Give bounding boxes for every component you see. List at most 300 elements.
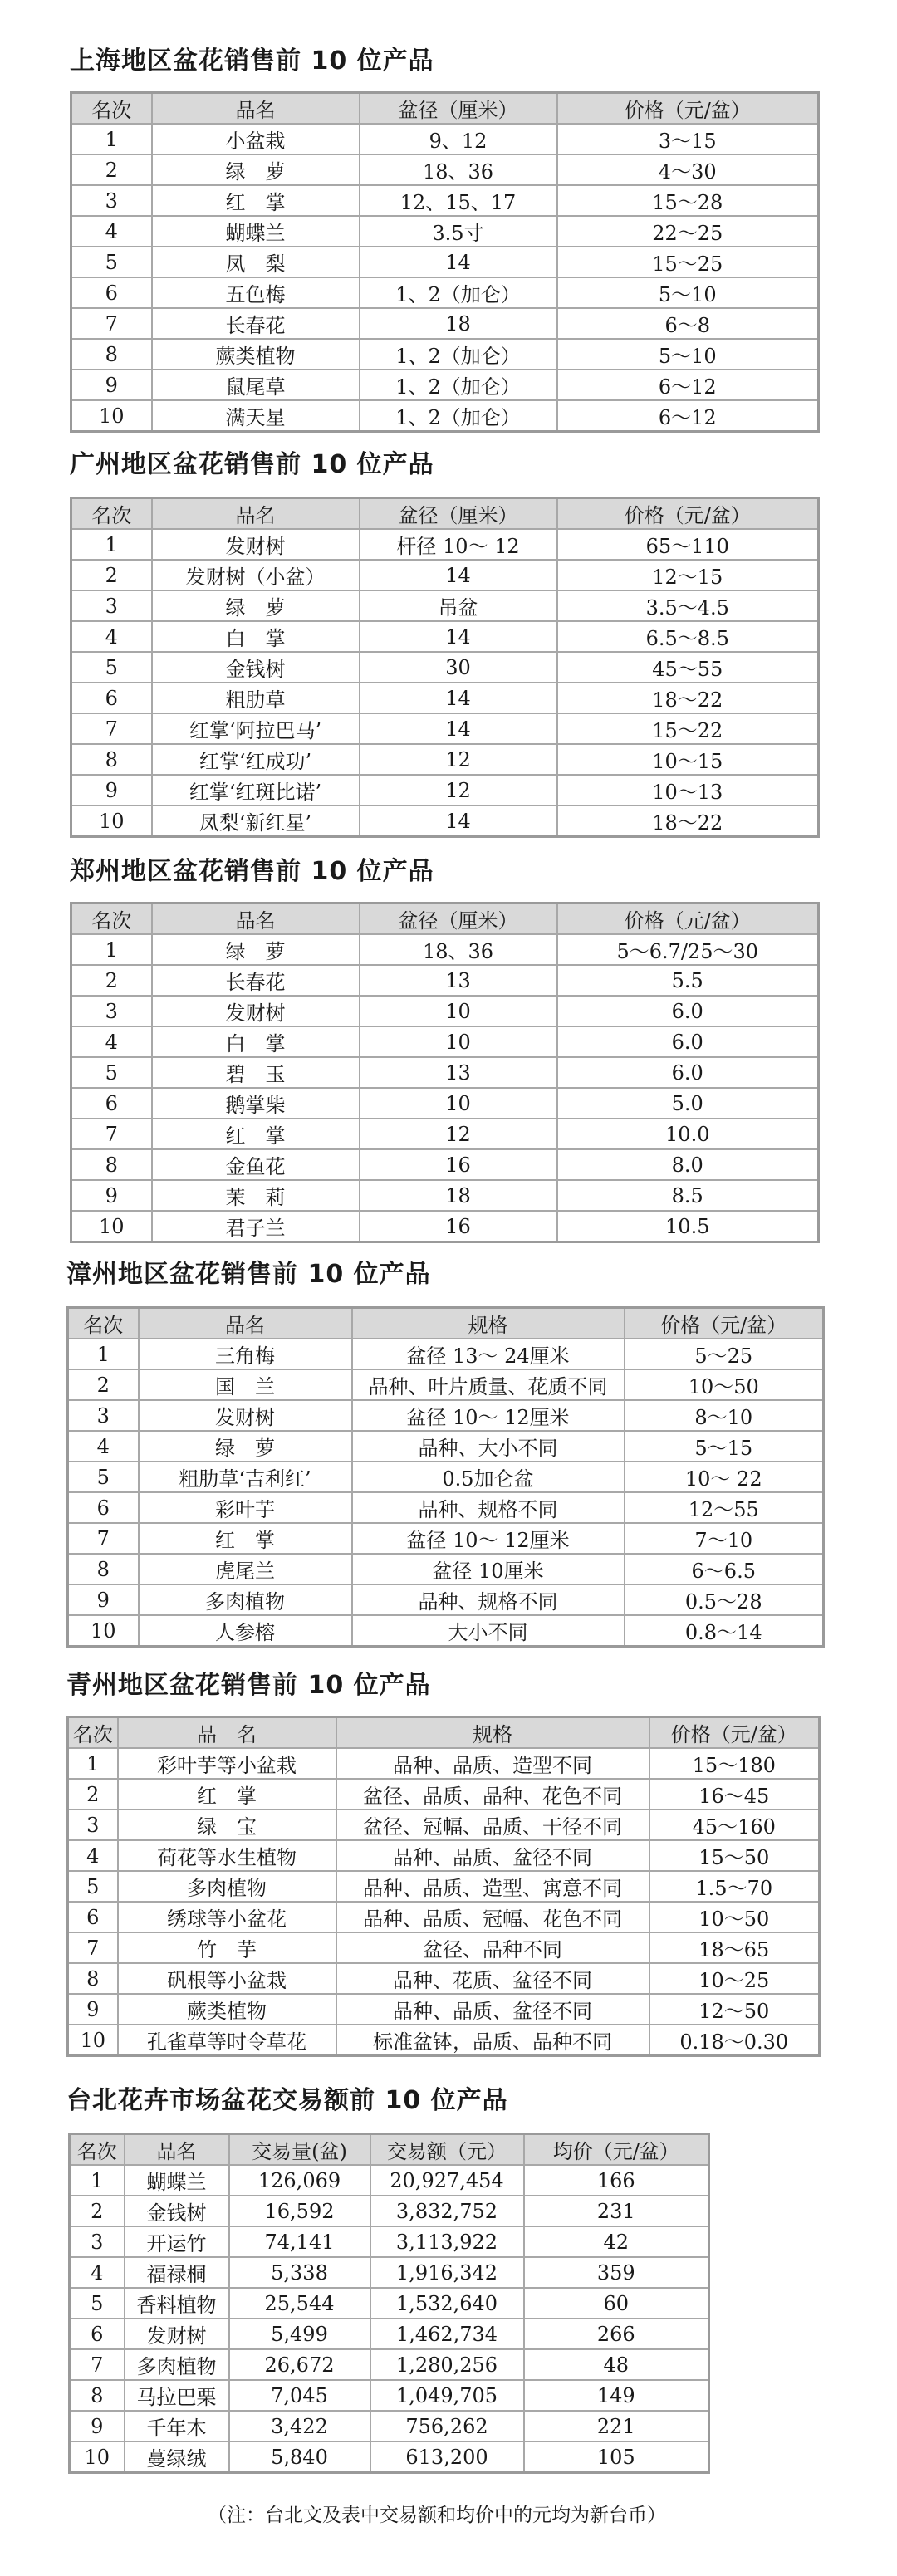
- table-cell: 359: [524, 2257, 709, 2288]
- table-cell: 6: [71, 683, 152, 713]
- table-row: [71, 934, 819, 965]
- table-cell: 大小不同: [352, 1615, 625, 1647]
- table-row: [68, 1492, 824, 1523]
- table-cell: 5: [68, 1871, 118, 1902]
- table-cell: 18～22: [557, 683, 819, 713]
- table-cell: 6: [71, 1088, 152, 1119]
- section-title: 郑州地区盆花销售前 10 位产品: [70, 857, 434, 886]
- table-row: [71, 713, 819, 744]
- table-cell: 3: [70, 2226, 125, 2257]
- header-cell: 规格: [336, 1717, 649, 1749]
- table-row: [71, 1149, 819, 1180]
- table-header-row: [70, 2134, 709, 2166]
- table-cell: 0.5～28: [625, 1584, 824, 1615]
- table-cell: 1、2（加仑）: [360, 370, 557, 400]
- header-cell: 价格（元/盆）: [557, 498, 819, 530]
- table-cell: 发财树: [152, 996, 360, 1026]
- table-cell: 3: [68, 1810, 118, 1840]
- table-cell: 品种、规格不同: [352, 1492, 625, 1523]
- table-cell: 7: [68, 1523, 139, 1554]
- table-cell: 7: [71, 713, 152, 744]
- table-cell: 鹅掌柴: [152, 1088, 360, 1119]
- table-cell: 14: [360, 621, 557, 652]
- table-cell: 6.0: [557, 1026, 819, 1057]
- section-title: 上海地区盆花销售前 10 位产品: [70, 47, 434, 76]
- table-cell: 6～8: [557, 308, 819, 339]
- table-cell: 231: [524, 2196, 709, 2226]
- qingzhou-section: [66, 1669, 831, 2064]
- table-cell: 10: [360, 996, 557, 1026]
- table-cell: 绿 宝: [118, 1810, 336, 1840]
- table-cell: 12～55: [625, 1492, 824, 1523]
- table-row: [71, 154, 819, 185]
- table-cell: 10: [71, 806, 152, 837]
- table-cell: 5,499: [229, 2319, 370, 2349]
- table-row: [71, 185, 819, 216]
- table-cell: 杆径 10～ 12: [360, 529, 557, 560]
- table-cell: 15～25: [557, 247, 819, 277]
- table-cell: 10: [71, 400, 152, 432]
- table-row: [71, 652, 819, 683]
- table-cell: 8: [71, 1149, 152, 1180]
- table-row: [70, 2349, 709, 2380]
- table-cell: 18: [360, 1180, 557, 1211]
- table-cell: 10: [68, 1615, 139, 1647]
- table-cell: 品种、品质、冠幅、花色不同: [336, 1902, 649, 1932]
- table-cell: 开运竹: [125, 2226, 229, 2257]
- header-cell: 价格（元/盆）: [649, 1717, 820, 1749]
- table-cell: 吊盆: [360, 590, 557, 621]
- table-cell: 18～65: [649, 1932, 820, 1963]
- table-row: [71, 775, 819, 806]
- table-cell: 16: [360, 1149, 557, 1180]
- table-cell: 9: [68, 1994, 118, 2025]
- table-header-row: [68, 1308, 824, 1339]
- table-cell: 5: [70, 2288, 125, 2319]
- table-cell: 小盆栽: [152, 124, 360, 154]
- table-cell: 品种、品质、造型不同: [336, 1748, 649, 1779]
- table-cell: 10.5: [557, 1211, 819, 1242]
- table-cell: 12～50: [649, 1994, 820, 2025]
- table-cell: 3: [71, 590, 152, 621]
- table-cell: 10～25: [649, 1963, 820, 1994]
- table-cell: 红 掌: [152, 185, 360, 216]
- table-row: [68, 1615, 824, 1647]
- table-row: [71, 621, 819, 652]
- table-cell: 蝴蝶兰: [125, 2165, 229, 2196]
- table-cell: 5: [68, 1462, 139, 1492]
- header-cell: 均价（元/盆）: [524, 2134, 709, 2166]
- table-cell: 6.5～8.5: [557, 621, 819, 652]
- table-row: [68, 2025, 820, 2056]
- table-cell: 发财树: [125, 2319, 229, 2349]
- table-cell: 红 掌: [118, 1779, 336, 1810]
- section-title: 广州地区盆花销售前 10 位产品: [70, 450, 434, 479]
- header-cell: 交易量(盆): [229, 2134, 370, 2166]
- table-cell: 品种、花质、盆径不同: [336, 1963, 649, 1994]
- table-cell: 绿 萝: [152, 590, 360, 621]
- table-cell: 7: [71, 1119, 152, 1149]
- table-cell: 蔓绿绒: [125, 2441, 229, 2473]
- table-cell: 1、2（加仑）: [360, 339, 557, 370]
- table-cell: 标准盆钵，品质、品种不同: [336, 2025, 649, 2056]
- table-cell: 10: [360, 1088, 557, 1119]
- table-row: [71, 529, 819, 560]
- table-cell: 金钱树: [125, 2196, 229, 2226]
- table-cell: 4: [68, 1840, 118, 1871]
- table-cell: 国 兰: [139, 1369, 352, 1400]
- table-row: [71, 996, 819, 1026]
- header-cell: 盆径（厘米）: [360, 904, 557, 935]
- table-cell: 5～10: [557, 339, 819, 370]
- header-cell: 价格（元/盆）: [557, 93, 819, 125]
- table-cell: 166: [524, 2165, 709, 2196]
- table-cell: 绿 萝: [139, 1431, 352, 1462]
- table-cell: 14: [360, 247, 557, 277]
- table-cell: 红掌‘红成功’: [152, 744, 360, 775]
- table-cell: 9: [71, 370, 152, 400]
- table-cell: 10～50: [649, 1902, 820, 1932]
- table-cell: 福禄桐: [125, 2257, 229, 2288]
- table-cell: 孔雀草等时令草花: [118, 2025, 336, 2056]
- table-cell: 22～25: [557, 216, 819, 247]
- table-cell: 1.5～70: [649, 1871, 820, 1902]
- table-cell: 红 掌: [152, 1119, 360, 1149]
- table-cell: 蕨类植物: [118, 1994, 336, 2025]
- table-cell: 14: [360, 560, 557, 590]
- header-cell: 盆径（厘米）: [360, 498, 557, 530]
- table-cell: 7～10: [625, 1523, 824, 1554]
- table-cell: 26,672: [229, 2349, 370, 2380]
- table-cell: 10: [70, 2441, 125, 2473]
- table-cell: 长春花: [152, 965, 360, 996]
- table-cell: 18、36: [360, 934, 557, 965]
- header-cell: 品名: [125, 2134, 229, 2166]
- table-row: [71, 400, 819, 432]
- table-cell: 2: [68, 1779, 118, 1810]
- table-cell: 金钱树: [152, 652, 360, 683]
- table-cell: 绿 萝: [152, 154, 360, 185]
- table-row: [68, 1902, 820, 1932]
- table-cell: 30: [360, 652, 557, 683]
- header-cell: 品名: [152, 93, 360, 125]
- table-cell: 8～10: [625, 1400, 824, 1431]
- table-cell: 8: [68, 1963, 118, 1994]
- table-cell: 发财树: [152, 529, 360, 560]
- table-row: [68, 1584, 824, 1615]
- table-row: [70, 2319, 709, 2349]
- table-cell: 6～12: [557, 370, 819, 400]
- shanghai-table: [70, 91, 820, 433]
- table-row: [70, 2226, 709, 2257]
- table-cell: 8.5: [557, 1180, 819, 1211]
- table-cell: 756,262: [370, 2411, 524, 2441]
- table-cell: 10～13: [557, 775, 819, 806]
- table-cell: 4～30: [557, 154, 819, 185]
- table-cell: 16: [360, 1211, 557, 1242]
- table-cell: 3,113,922: [370, 2226, 524, 2257]
- table-cell: 15～22: [557, 713, 819, 744]
- table-row: [71, 683, 819, 713]
- table-cell: 60: [524, 2288, 709, 2319]
- table-cell: 45～55: [557, 652, 819, 683]
- table-header-row: [71, 498, 819, 530]
- table-row: [68, 1871, 820, 1902]
- table-cell: 三角梅: [139, 1339, 352, 1369]
- table-row: [71, 965, 819, 996]
- table-cell: 发财树（小盆）: [152, 560, 360, 590]
- table-header-row: [71, 93, 819, 125]
- table-cell: 20,927,454: [370, 2165, 524, 2196]
- table-cell: 8: [70, 2380, 125, 2411]
- header-cell: 名次: [71, 93, 152, 125]
- table-cell: 7: [71, 308, 152, 339]
- table-cell: 25,544: [229, 2288, 370, 2319]
- table-cell: 虎尾兰: [139, 1554, 352, 1584]
- table-cell: 6～6.5: [625, 1554, 824, 1584]
- table-cell: 蝴蝶兰: [152, 216, 360, 247]
- table-row: [71, 277, 819, 308]
- header-cell: 交易额（元）: [370, 2134, 524, 2166]
- table-cell: 221: [524, 2411, 709, 2441]
- table-cell: 白 掌: [152, 1026, 360, 1057]
- table-cell: 4: [71, 1026, 152, 1057]
- table-row: [68, 1748, 820, 1779]
- header-cell: 价格（元/盆）: [625, 1308, 824, 1339]
- table-cell: 君子兰: [152, 1211, 360, 1242]
- header-cell: 品名: [139, 1308, 352, 1339]
- table-row: [71, 744, 819, 775]
- table-row: [68, 1554, 824, 1584]
- table-cell: 品种、品质、造型、寓意不同: [336, 1871, 649, 1902]
- table-cell: 0.8～14: [625, 1615, 824, 1647]
- table-cell: 2: [71, 154, 152, 185]
- table-cell: 绣球等小盆花: [118, 1902, 336, 1932]
- table-cell: 5～15: [625, 1431, 824, 1462]
- header-cell: 价格（元/盆）: [557, 904, 819, 935]
- table-row: [68, 1400, 824, 1431]
- table-cell: 10～ 22: [625, 1462, 824, 1492]
- table-cell: 0.18～0.30: [649, 2025, 820, 2056]
- table-cell: 彩叶芋: [139, 1492, 352, 1523]
- table-cell: 盆径 10厘米: [352, 1554, 625, 1584]
- table-cell: 4: [68, 1431, 139, 1462]
- table-cell: 1: [71, 529, 152, 560]
- table-cell: 竹 芋: [118, 1932, 336, 1963]
- table-cell: 5,338: [229, 2257, 370, 2288]
- table-cell: 65～110: [557, 529, 819, 560]
- section-title: 青州地区盆花销售前 10 位产品: [66, 1671, 431, 1700]
- table-cell: 马拉巴栗: [125, 2380, 229, 2411]
- zhangzhou-section: [66, 1258, 831, 1653]
- table-row: [68, 1431, 824, 1462]
- table-cell: 10.0: [557, 1119, 819, 1149]
- table-cell: 5.5: [557, 965, 819, 996]
- table-row: [71, 1180, 819, 1211]
- table-row: [68, 1462, 824, 1492]
- table-cell: 多肉植物: [125, 2349, 229, 2380]
- table-cell: 2: [71, 560, 152, 590]
- table-cell: 45～160: [649, 1810, 820, 1840]
- table-cell: 9: [68, 1584, 139, 1615]
- table-cell: 105: [524, 2441, 709, 2473]
- table-cell: 3: [71, 996, 152, 1026]
- table-cell: 绿 萝: [152, 934, 360, 965]
- table-cell: 红掌‘阿拉巴马’: [152, 713, 360, 744]
- zhengzhou-table: [70, 902, 820, 1243]
- table-cell: 5.0: [557, 1088, 819, 1119]
- table-cell: 1,532,640: [370, 2288, 524, 2319]
- zhangzhou-table: [66, 1306, 825, 1648]
- table-cell: 茉 莉: [152, 1180, 360, 1211]
- table-cell: 香料植物: [125, 2288, 229, 2319]
- table-cell: 6.0: [557, 996, 819, 1026]
- header-cell: 名次: [68, 1717, 118, 1749]
- table-cell: 8: [71, 744, 152, 775]
- table-cell: 5: [71, 247, 152, 277]
- table-cell: 10: [68, 2025, 118, 2056]
- table-cell: 42: [524, 2226, 709, 2257]
- table-cell: 10: [360, 1026, 557, 1057]
- table-cell: 1: [68, 1748, 118, 1779]
- table-row: [68, 1810, 820, 1840]
- table-cell: 74,141: [229, 2226, 370, 2257]
- table-cell: 1: [71, 934, 152, 965]
- table-cell: 荷花等水生植物: [118, 1840, 336, 1871]
- table-row: [71, 1026, 819, 1057]
- table-cell: 5～25: [625, 1339, 824, 1369]
- table-cell: 1,280,256: [370, 2349, 524, 2380]
- table-header-row: [71, 904, 819, 935]
- table-cell: 品种、品质、盆径不同: [336, 1840, 649, 1871]
- header-cell: 品 名: [118, 1717, 336, 1749]
- table-cell: 12: [360, 744, 557, 775]
- table-row: [68, 1523, 824, 1554]
- table-cell: 12～15: [557, 560, 819, 590]
- table-cell: 6: [68, 1902, 118, 1932]
- table-row: [71, 1088, 819, 1119]
- table-cell: 1: [71, 124, 152, 154]
- table-cell: 品种、规格不同: [352, 1584, 625, 1615]
- table-cell: 0.5加仑盆: [352, 1462, 625, 1492]
- guangzhou-section: [70, 448, 826, 839]
- table-row: [71, 806, 819, 837]
- table-cell: 多肉植物: [139, 1584, 352, 1615]
- table-row: [68, 1994, 820, 2025]
- table-cell: 6.0: [557, 1057, 819, 1088]
- table-cell: 粗肋草: [152, 683, 360, 713]
- table-cell: 多肉植物: [118, 1871, 336, 1902]
- taipei-table: [68, 2133, 710, 2474]
- table-cell: 1,049,705: [370, 2380, 524, 2411]
- table-cell: 14: [360, 806, 557, 837]
- header-cell: 规格: [352, 1308, 625, 1339]
- table-cell: 18、36: [360, 154, 557, 185]
- table-cell: 发财树: [139, 1400, 352, 1431]
- table-row: [71, 1211, 819, 1242]
- table-cell: 凤梨‘新红星’: [152, 806, 360, 837]
- table-cell: 8: [68, 1554, 139, 1584]
- table-cell: 盆径、冠幅、品质、干径不同: [336, 1810, 649, 1840]
- table-cell: 红掌‘红斑比诺’: [152, 775, 360, 806]
- table-cell: 14: [360, 683, 557, 713]
- table-cell: 2: [68, 1369, 139, 1400]
- table-cell: 48: [524, 2349, 709, 2380]
- table-cell: 金鱼花: [152, 1149, 360, 1180]
- header-cell: 名次: [71, 904, 152, 935]
- table-cell: 盆径、品质、品种、花色不同: [336, 1779, 649, 1810]
- table-row: [71, 1057, 819, 1088]
- table-row: [68, 1369, 824, 1400]
- table-cell: 9: [70, 2411, 125, 2441]
- table-cell: 盆径 10～ 12厘米: [352, 1400, 625, 1431]
- table-row: [70, 2288, 709, 2319]
- table-row: [70, 2257, 709, 2288]
- table-cell: 13: [360, 965, 557, 996]
- table-row: [71, 216, 819, 247]
- table-cell: 15～180: [649, 1748, 820, 1779]
- section-title: 漳州地区盆花销售前 10 位产品: [66, 1260, 431, 1289]
- table-cell: 3: [71, 185, 152, 216]
- table-cell: 4: [70, 2257, 125, 2288]
- table-cell: 盆径、品种不同: [336, 1932, 649, 1963]
- table-cell: 5: [71, 1057, 152, 1088]
- table-cell: 千年木: [125, 2411, 229, 2441]
- table-cell: 7,045: [229, 2380, 370, 2411]
- guangzhou-table: [70, 497, 820, 838]
- table-cell: 1: [68, 1339, 139, 1369]
- table-row: [71, 247, 819, 277]
- table-row: [71, 1119, 819, 1149]
- table-cell: 1,462,734: [370, 2319, 524, 2349]
- table-cell: 15～28: [557, 185, 819, 216]
- section-title: 台北花卉市场盆花交易额前 10 位产品: [66, 2086, 508, 2115]
- table-cell: 3～15: [557, 124, 819, 154]
- table-cell: 6: [71, 277, 152, 308]
- table-row: [70, 2411, 709, 2441]
- table-cell: 3,832,752: [370, 2196, 524, 2226]
- table-cell: 人参榕: [139, 1615, 352, 1647]
- qingzhou-table: [66, 1716, 821, 2057]
- table-cell: 盆径 13～ 24厘米: [352, 1339, 625, 1369]
- table-row: [71, 308, 819, 339]
- header-cell: 品名: [152, 904, 360, 935]
- table-cell: 149: [524, 2380, 709, 2411]
- table-row: [68, 1963, 820, 1994]
- table-cell: 12、15、17: [360, 185, 557, 216]
- table-cell: 5,840: [229, 2441, 370, 2473]
- table-cell: 彩叶芋等小盆栽: [118, 1748, 336, 1779]
- table-row: [68, 1840, 820, 1871]
- table-cell: 盆径 10～ 12厘米: [352, 1523, 625, 1554]
- table-cell: 18: [360, 308, 557, 339]
- table-cell: 2: [71, 965, 152, 996]
- table-row: [70, 2165, 709, 2196]
- table-cell: 1: [70, 2165, 125, 2196]
- header-cell: 盆径（厘米）: [360, 93, 557, 125]
- table-cell: 碧 玉: [152, 1057, 360, 1088]
- table-cell: 鼠尾草: [152, 370, 360, 400]
- table-cell: 品种、品质、盆径不同: [336, 1994, 649, 2025]
- table-row: [71, 590, 819, 621]
- table-cell: 1、2（加仑）: [360, 277, 557, 308]
- table-cell: 18～22: [557, 806, 819, 837]
- table-cell: 3.5寸: [360, 216, 557, 247]
- table-cell: 5～10: [557, 277, 819, 308]
- table-cell: 9、12: [360, 124, 557, 154]
- table-cell: 蕨类植物: [152, 339, 360, 370]
- shanghai-section: [70, 45, 826, 435]
